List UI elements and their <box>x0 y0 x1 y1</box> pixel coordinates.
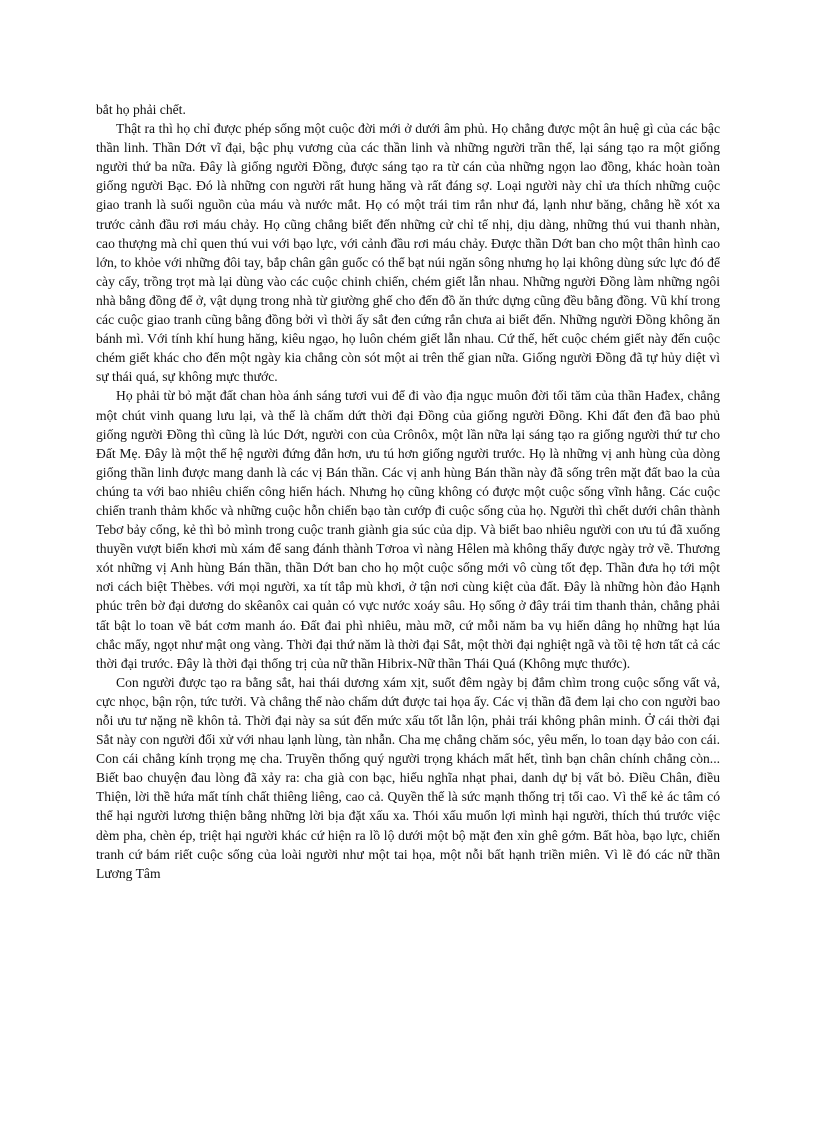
paragraph-2: Thật ra thì họ chỉ được phép sống một cuộc đời mới ở dưới âm phủ. Họ chẳng được một ân huệ gì của các bậc thần linh. Thần Dớt vĩ đại, bậc phụ vương của các thần linh và những người trần thế, lại sáng tạo ra một giống người thứ ba nữa. Đây là giống người Đồng, được sáng tạo ra từ cán của những ngọn lao đồng, khác hoàn toàn giống người Bạc. Đó là những con người rất hung hăng và rất đáng sợ. Loại người này chỉ ưa thích những cuộc giao tranh là suối nguồn của máu và nước mắt. Họ có một trái tim rắn như đá, lạnh như băng, chẳng hề xót xa trước cảnh đầu rơi máu chảy. Họ cũng chẳng biết đến những cử chỉ tế nhị, dịu dàng, những thú vui thanh nhàn, cao thượng mà chỉ quen thú vui với bạo lực, với cảnh đầu rơi máu chảy. Được thần Dớt ban cho một thân hình cao lớn, to khỏe với những đôi tay, bắp chân gân guốc có thể bạt núi ngăn sông nhưng họ lại không dùng sức lực đó để cày cấy, trồng trọt mà lại dùng vào các cuộc chinh chiến, chém giết lẫn nhau. Những người Đồng làm những ngôi nhà bằng đồng để ở, vật dụng trong nhà từ giường ghế cho đến đồ ăn thức dựng cũng đều bằng đồng. Vũ khí trong các cuộc giao tranh cũng bằng đồng bởi vì thời ấy sắt đen cứng rắn chưa ai biết đến. Những người Đồng không ăn bánh mì. Với tính khí hung hăng, kiêu ngạo, họ luôn chém giết lẫn nhau. Cứ thế, hết cuộc chém giết này đến cuộc chém giết khác cho đến một ngày kia chẳng còn sót một ai trên thế gian nữa. Giống người Đồng đã tự hủy diệt vì sự thái quá, sự không mực thước. <box>96 121 720 385</box>
paragraph-1: bắt họ phải chết. <box>96 102 186 117</box>
paragraph-3: Họ phải từ bỏ mặt đất chan hòa ánh sáng tươi vui để đi vào địa ngục muôn đời tối tăm của thần Hađex, chẳng một chút vinh quang lưu lại, và thế là chấm dứt thời đại Đồng của giống người Đồng. Khi đất đen đã bao phủ giống người Đồng thì cũng là lúc Dớt, người con của Crônôx, một lần nữa lại sáng tạo ra giống người thứ tư cho Đất Mẹ. Đây là một thế hệ người đứng đắn hơn, ưu tú hơn giống người trước. Họ là những vị anh hùng của dòng giống thần linh được mang danh là các vị Bán thần. Các vị anh hùng Bán thần này đã sống trên mặt đất bao la của chúng ta với bao nhiêu chiến công hiển hách. Nhưng họ cũng không có được một cuộc sống vĩnh hằng. Các cuộc chiến tranh thảm khốc và những cuộc hỗn chiến bạo tàn cướp đi cuộc sống của họ. Người thì chết dưới chân thành Tebơ bảy cổng, kẻ thì bỏ mình trong cuộc tranh giành gia súc của dịp. Và biết bao nhiêu người con ưu tú đã xuống thuyền vượt biển khơi mù xám để sang đánh thành Tơroa vì nàng Hêlen mà không thấy được ngày trở về. Thương xót những vị Anh hùng Bán thần, thần Dớt ban cho họ một cuộc sống mới vô cùng tốt đẹp. Thần đưa họ tới một nơi cách biệt Thèbes. với mọi người, xa tít tắp mù khơi, ở tận nơi cùng kiệt của đất. Đây là những hòn đảo Hạnh phúc trên bờ đại dương do skêanôx cai quản có vực nước xoáy sâu. Họ sống ở đây trái tim thanh thản, chẳng phải tất bật lo toan về bát cơm manh áo. Đất đai phì nhiêu, màu mỡ, cứ mỗi năm ba vụ hiến dâng họ những hạt lúa chắc mẩy, ngọt như mật ong vàng. Thời đại thứ năm là thời đại Sắt, một thời đại nghiệt ngã và tồi tệ hơn tất cả các thời đại trước. Đây là thời đại thống trị của nữ thần Hibrix-Nữ thần Thái Quá (Không mực thước). <box>96 388 720 671</box>
paragraph-4: Con người được tạo ra bằng sắt, hai thái dương xám xịt, suốt đêm ngày bị đắm chìm trong cuộc sống vất vả, cực nhọc, bận rộn, tức tưởi. Và chẳng thể nào chấm dứt được tai họa ấy. Các vị thần đã đem lại cho con người bao nỗi ưu tư nặng nề khôn tả. Thời đại này sa sút đến mức xấu tốt lẫn lộn, phải trái không phân minh. Ở cái thời đại Sắt này con người đối xử với nhau lạnh lùng, tàn nhẫn. Cha mẹ chẳng chăm sóc, yêu mến, lo toan dạy bảo con cái. Con cái chẳng kính trọng mẹ cha. Truyền thống quý người trọng khách mất hết, tình bạn chân chính chẳng còn... Biết bao chuyện đau lòng đã xảy ra: cha già con bạc, hiếu nghĩa nhạt phai, danh dự bị vất bỏ. Điều Chân, điều Thiện, lời thề hứa mất tính chất thiêng liêng, cao cả. Quyền thế là sức mạnh thống trị tối cao. Vì thế kẻ ác tâm có thể hại người lương thiện bằng những lời bịa đặt xấu xa. Thói xấu muốn lợi mình hại người, thích thú trước việc dèm pha, chèn ép, triệt hại người khác cứ hiện ra lồ lộ dưới một bộ mặt đen xỉn ghê gớm. Bất hòa, bạo lực, chiến tranh cứ bám riết cuộc sống của loài người như một tai họa, một nỗi bất hạnh triền miên. Vì lẽ đó các nữ thần Lương Tâm <box>96 674 720 881</box>
document-page <box>96 100 720 883</box>
